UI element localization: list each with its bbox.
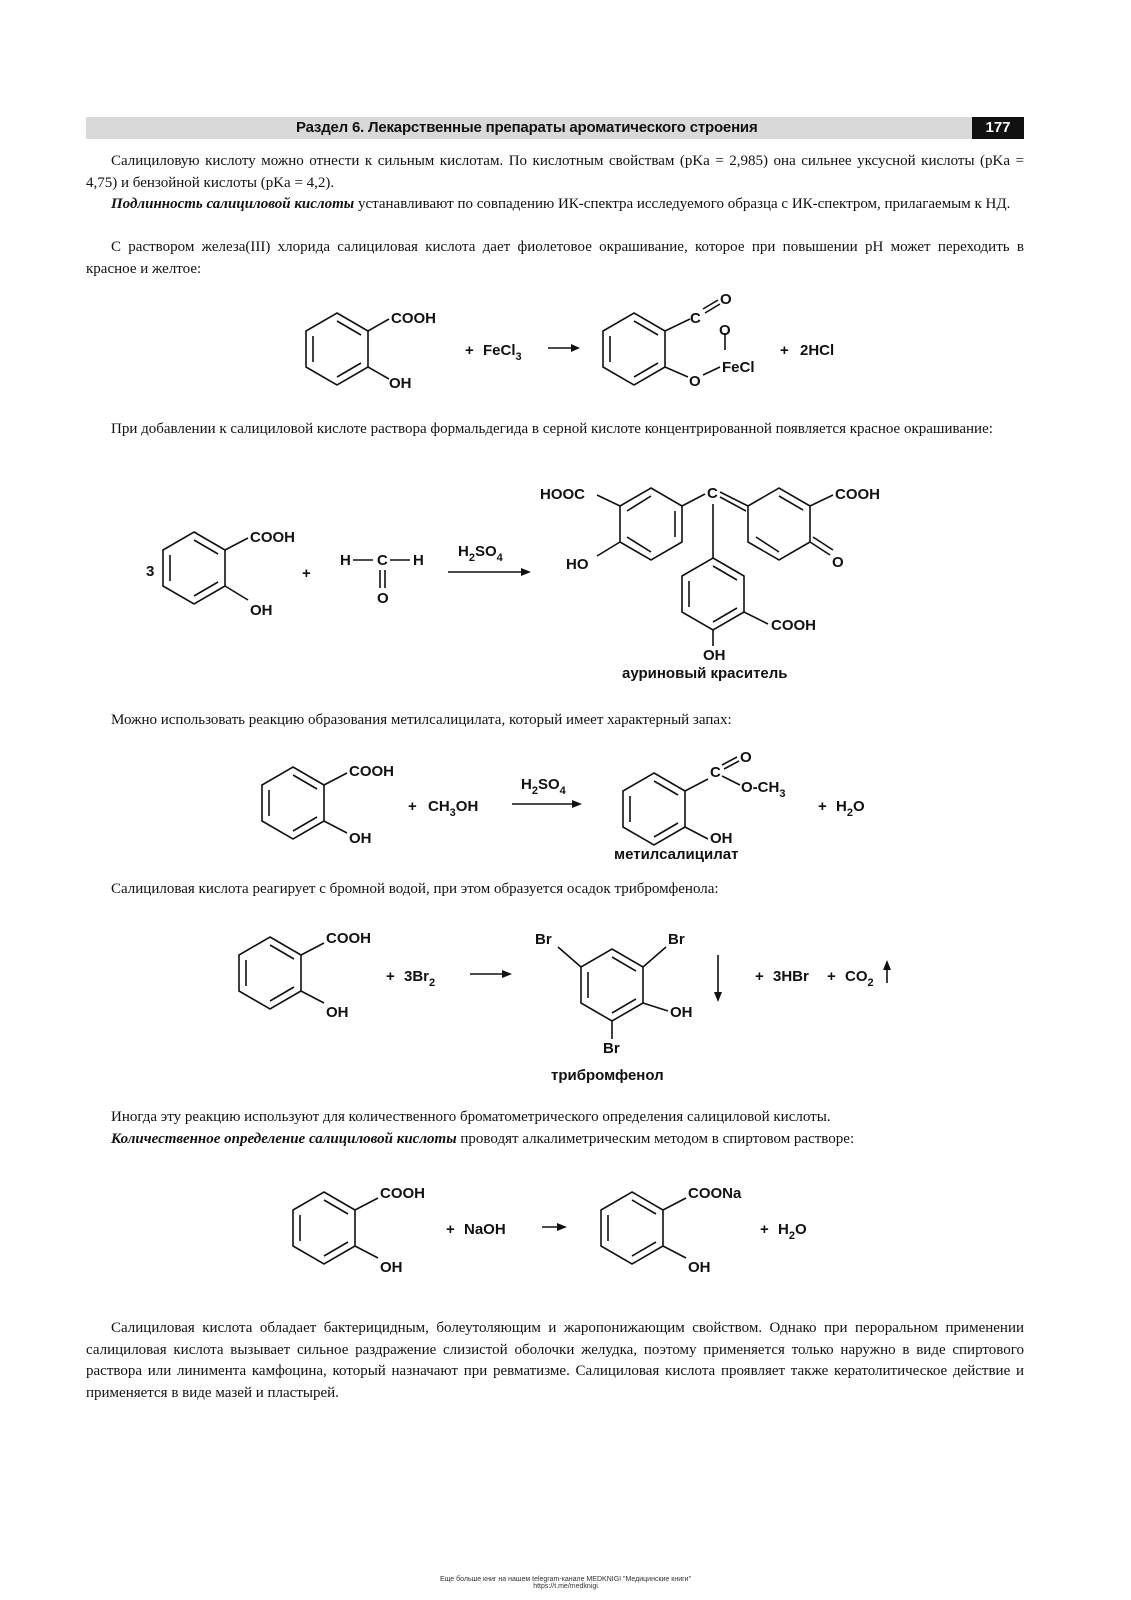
reagent-naoh: NaOH — [464, 1221, 506, 1238]
precipitate-arrow-icon — [714, 955, 722, 1002]
coefficient-3: 3 — [146, 563, 155, 580]
paragraph-pharmacology: Салициловая кислота обладает бактерицидным, болеутоляющим и жаропонижающим свойством. Однако при пероральном применении салициловая кислота вызывает сильное раздражение слизистой оболочки желудка, поэтому применяется только наружно в виде спиртового раствора или линимента камфоцина, который назначают при ревматизме. Салициловая кислота проявляет также кератолитическое действие и применяется в виде мазей и пластырей. — [86, 1320, 1024, 1401]
plus-sign-3: + — [827, 968, 836, 985]
label-cooh-right: COOH — [835, 486, 880, 503]
salicylic-acid-structure — [239, 930, 371, 1021]
label-oh: OH — [710, 830, 733, 847]
reaction-alkalimetry — [0, 1170, 1131, 1280]
label-fecl: FeCl — [722, 359, 755, 376]
reaction-aurine — [0, 478, 1131, 693]
label-oh-bottom: OH — [703, 647, 726, 664]
term-quantification: Количественное определение салициловой кислоты — [111, 1131, 457, 1147]
label-oh: OH — [688, 1259, 711, 1276]
product-name-methyl-salicylate: метилсалицилат — [614, 846, 739, 863]
catalyst-h2so4: $H_2SO_4$ — [521, 776, 566, 797]
label-h-left: H — [340, 552, 351, 569]
plus-sign: + — [465, 342, 474, 359]
label-cooh-bottom: COOH — [771, 617, 816, 634]
paragraph-identity-text: устанавливают по совпадению ИК-спектра исследуемого образца с ИК-спектром, прилагаемым к НД. — [354, 196, 1011, 212]
label-o-carbonyl: O — [720, 291, 732, 308]
product-hcl: 2HCl — [800, 342, 835, 359]
plus-sign-2: + — [818, 798, 827, 815]
reagent-fecl3: FeCl$_3$ — [483, 342, 522, 363]
paragraph-acidity: Салициловую кислоту можно отнести к сильным кислотам. По кислотным свойствам (pKa = 2,985) она сильнее уксусной кислоты (pKa = 4,75) и бензойной кислоты (pKa = 4,2). — [86, 153, 1024, 191]
reaction-bromination — [0, 915, 1131, 1090]
plus-sign: + — [446, 1221, 455, 1238]
label-ester: $O-CH_3$ — [741, 779, 786, 800]
label-coona: COONa — [688, 1185, 742, 1202]
gas-evolution-arrow-icon — [883, 960, 891, 983]
product-name-aurine: ауриновый краситель — [622, 665, 788, 682]
plus-sign: + — [408, 798, 417, 815]
label-cooh: COOH — [391, 310, 436, 327]
label-ho: HO — [566, 556, 589, 573]
paragraph-quantification — [86, 1129, 1024, 1151]
iron-complex-structure — [603, 291, 755, 390]
label-o-formaldehyde: O — [377, 590, 389, 607]
section-title: Раздел 6. Лекарственные препараты ароматического строения — [296, 119, 758, 136]
salicylic-acid-structure — [262, 763, 394, 847]
product-co2: $CO_2$ — [845, 968, 874, 989]
page-header — [86, 117, 1024, 139]
label-o-ring: O — [719, 322, 731, 339]
label-oh: OH — [326, 1004, 349, 1021]
footer-link[interactable]: https://t.me/medknigi — [533, 1583, 598, 1590]
plus-sign-2: + — [755, 968, 764, 985]
footer-promo — [0, 1576, 1131, 1590]
product-water: $H_2O$ — [778, 1221, 807, 1242]
tribromophenol-structure — [535, 931, 693, 1057]
label-o-carbonyl: O — [740, 749, 752, 766]
label-oh: OH — [389, 375, 412, 392]
sodium-salicylate-structure — [601, 1185, 742, 1276]
methyl-salicylate-structure — [623, 749, 785, 847]
product-water: $H_2O$ — [836, 798, 865, 819]
paragraph-identity — [86, 194, 1024, 216]
label-cooh: COOH — [326, 930, 371, 947]
term-identity: Подлинность салициловой кислоты — [111, 196, 355, 212]
label-c: C — [710, 764, 721, 781]
label-oh: OH — [380, 1259, 403, 1276]
footer-line-1: Еще больше книг на нашем telegram-канале MEDKNIGI "Медицинские книги" — [439, 1576, 692, 1583]
reaction-ferric-chloride — [0, 285, 1131, 405]
plus-sign: + — [302, 565, 311, 582]
paragraph-quantification-text: проводят алкалиметрическим методом в спиртовом растворе: — [456, 1131, 855, 1147]
label-cooh: COOH — [380, 1185, 425, 1202]
label-c-central: C — [707, 485, 718, 502]
reagent-methanol: $CH_3OH$ — [428, 798, 479, 819]
product-hbr: 3HBr — [773, 968, 809, 985]
label-br-right: Br — [668, 931, 685, 948]
paragraph-ferric-chloride: С раствором железа(III) хлорида салициловая кислота дает фиолетовое окрашивание, которое при повышении pH может переходить в красное и желтое: — [86, 239, 1024, 277]
label-o-keto: O — [832, 554, 844, 571]
label-br-left: Br — [535, 931, 552, 948]
formaldehyde-structure — [340, 552, 424, 607]
salicylic-acid-structure — [293, 1185, 425, 1276]
label-oh: OH — [250, 602, 273, 619]
paragraph-bromination: Салициловая кислота реагирует с бромной водой, при этом образуется осадок трибромфенола: — [111, 881, 719, 897]
product-name-tribromophenol: трибромфенол — [551, 1067, 664, 1084]
paragraph-formaldehyde: При добавлении к салициловой кислоте раствора формальдегида в серной кислоте концентрированной появляется красное окрашивание: — [111, 421, 993, 437]
salicylic-acid-structure — [306, 310, 436, 392]
label-o-phenolate: O — [689, 373, 701, 390]
label-c-formaldehyde: C — [377, 552, 388, 569]
label-br-bottom: Br — [603, 1040, 620, 1057]
plus-sign: + — [386, 968, 395, 985]
label-cooh: COOH — [349, 763, 394, 780]
plus-sign-2: + — [780, 342, 789, 359]
label-c: C — [690, 310, 701, 327]
label-oh: OH — [349, 830, 372, 847]
label-hooc: HOOC — [540, 486, 585, 503]
salicylic-acid-structure — [163, 529, 295, 619]
label-cooh: COOH — [250, 529, 295, 546]
label-h-right: H — [413, 552, 424, 569]
plus-sign-2: + — [760, 1221, 769, 1238]
reaction-methyl-salicylate — [0, 745, 1131, 870]
paragraph-methyl-salicylate: Можно использовать реакцию образования метилсалицилата, который имеет характерный запах: — [111, 712, 732, 728]
catalyst-h2so4: $H_2SO_4$ — [458, 543, 503, 564]
page-number: 177 — [972, 117, 1024, 139]
paragraph-bromatometry: Иногда эту реакцию используют для количественного броматометрического определения салициловой кислоты. — [111, 1109, 831, 1125]
reagent-bromine: $3Br_2$ — [404, 968, 436, 989]
aurine-dye-structure — [540, 485, 880, 664]
label-oh: OH — [670, 1004, 693, 1021]
